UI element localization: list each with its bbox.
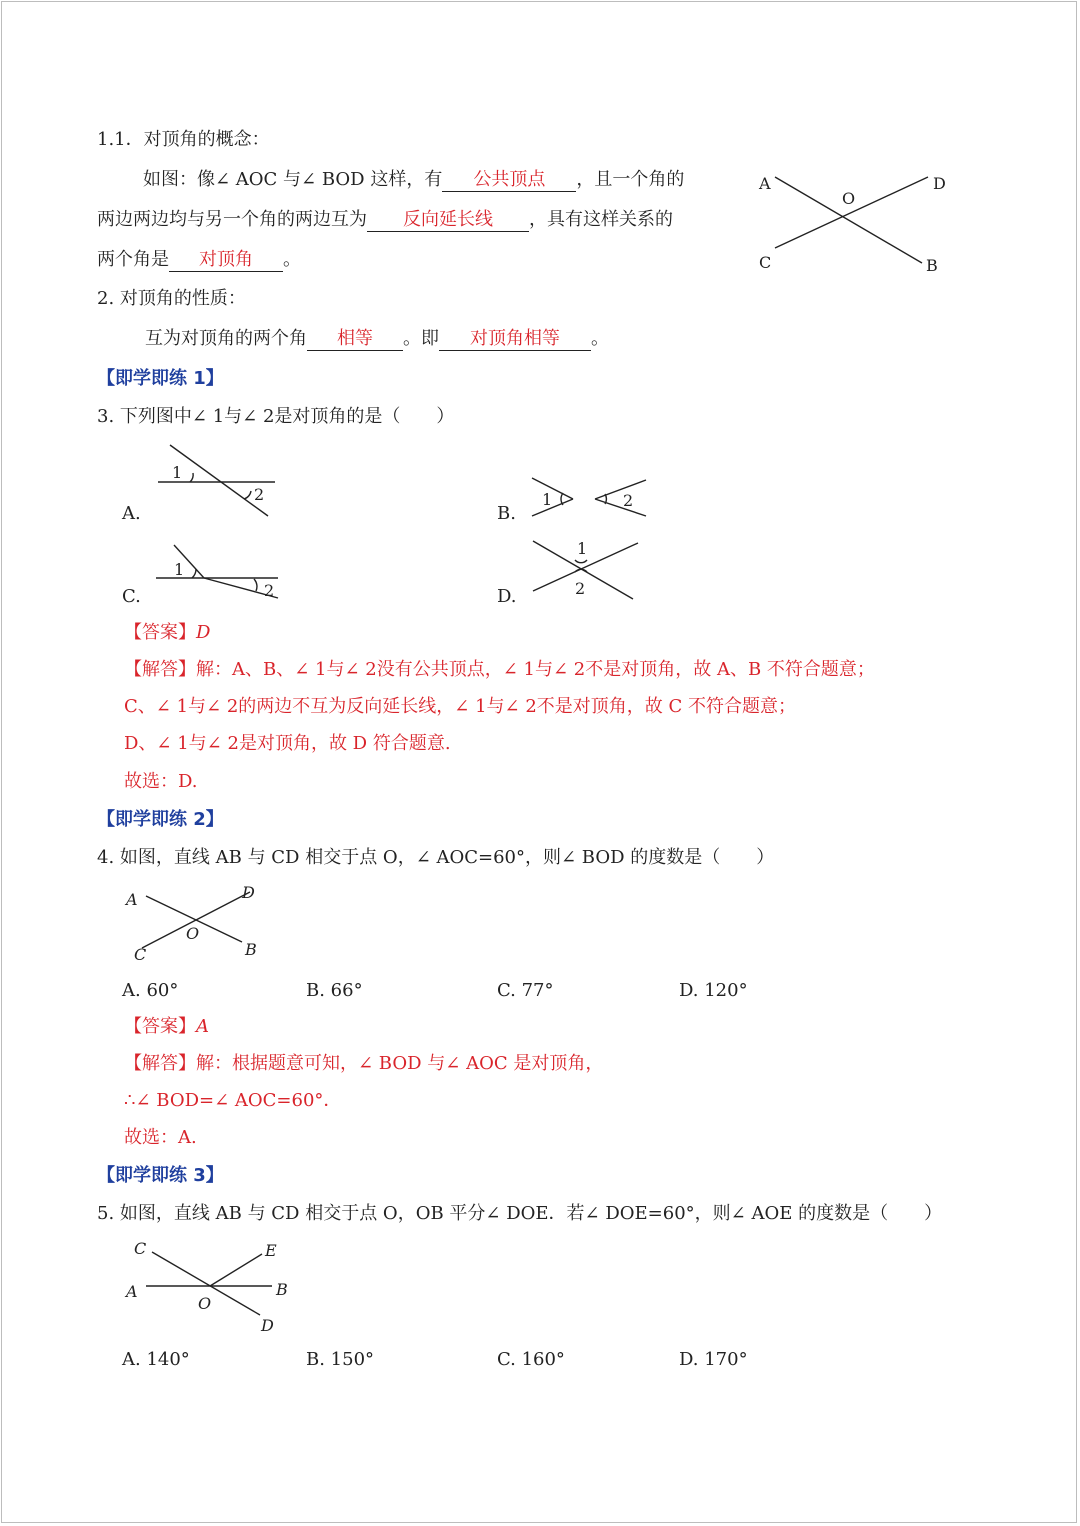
option-c-label: C.	[122, 586, 141, 607]
explain-text-1: 解：A、B、∠ 1与∠ 2没有公共顶点，∠ 1与∠ 2不是对顶角，故 A、B 不符合题意；	[196, 659, 875, 680]
exercise-3-tag: 【即学即练 3】	[97, 1165, 224, 1186]
answer-blank-equal: 相等	[307, 328, 403, 351]
exercise-3-option-c: C. 160°	[497, 1349, 565, 1370]
answer-blank-vertical-equal: 对顶角相等	[439, 328, 591, 351]
exercise-2-explain-1	[124, 1052, 603, 1076]
fig-c-angle-1: 1	[174, 560, 185, 579]
property-post: 。	[591, 328, 609, 349]
concept-heading: 1.1．对顶角的概念：	[97, 129, 270, 150]
label-a: A	[126, 1282, 138, 1301]
label-d: D	[242, 883, 255, 902]
exercise-2-tag: 【即学即练 2】	[97, 809, 224, 830]
exercise-3-option-b: B. 150°	[306, 1349, 375, 1370]
answer-blank-reverse-extension: 反向延长线	[367, 209, 529, 232]
label-c: C	[134, 1239, 147, 1258]
option-c-figure	[150, 540, 290, 610]
label-c: C	[134, 945, 147, 964]
fig-a-angle-2: 2	[254, 485, 265, 504]
fig-d-angle-1: 1	[577, 539, 588, 558]
exercise-1-answer	[124, 621, 210, 645]
concept-line-2	[97, 208, 673, 232]
fig-a-angle-1: 1	[172, 463, 183, 482]
exercise-1-question: 3. 下列图中∠ 1与∠ 2是对顶角的是（ ）	[97, 406, 455, 427]
answer-value: D	[196, 622, 211, 643]
property-line	[145, 327, 609, 351]
property-heading: 2. 对顶角的性质：	[97, 288, 246, 309]
exercise-2-question: 4. 如图，直线 AB 与 CD 相交于点 O，∠ AOC=60°，则∠ BOD 的度数是（ ）	[97, 847, 775, 868]
label-d: D	[933, 174, 946, 193]
concept-figure	[750, 165, 960, 280]
label-a: A	[126, 890, 138, 909]
ray-oe	[210, 1254, 262, 1286]
explain-label: 【解答】	[124, 659, 196, 680]
concept-line-3	[97, 248, 301, 272]
concept-line2-pre: 两边两边均与另一个角的两边互为	[97, 209, 367, 230]
concept-line-1	[143, 168, 684, 192]
label-b: B	[276, 1280, 288, 1299]
exercise-2-option-b: B. 66°	[306, 980, 363, 1001]
label-b: B	[245, 940, 257, 959]
exercise-2-answer	[124, 1015, 209, 1039]
option-a-figure	[150, 440, 290, 520]
answer-blank-common-vertex: 公共顶点	[442, 169, 576, 192]
exercise-1-explain-2: C、∠ 1与∠ 2的两边不互为反向延长线，∠ 1与∠ 2不是对顶角，故 C 不符合题意；	[124, 696, 797, 717]
answer-label: 【答案】	[124, 1016, 196, 1037]
option-b-label: B.	[497, 503, 516, 524]
label-o: O	[198, 1294, 212, 1313]
exercise-1-tag: 【即学即练 1】	[97, 368, 224, 389]
label-a: A	[759, 174, 771, 193]
label-d: D	[261, 1316, 274, 1335]
option-b-figure	[525, 470, 655, 525]
exercise-1-choose: 故选：D.	[124, 771, 198, 792]
exercise-2-option-d: D. 120°	[679, 980, 748, 1001]
fig-c-angle-2: 2	[264, 581, 275, 600]
label-o: O	[186, 924, 200, 943]
label-o: O	[842, 189, 856, 208]
option-a-label: A.	[122, 503, 141, 524]
exercise-2-choose: 故选：A.	[124, 1127, 197, 1148]
property-mid: 。即	[403, 328, 439, 349]
exercise-2-option-c: C. 77°	[497, 980, 554, 1001]
fig-d-angle-2: 2	[575, 579, 586, 598]
answer-label: 【答案】	[124, 622, 196, 643]
answer-blank-vertical-angles: 对顶角	[169, 249, 283, 272]
label-e: E	[265, 1241, 277, 1260]
answer-value: A	[196, 1016, 209, 1037]
option-d-label: D.	[497, 586, 517, 607]
exercise-2-figure	[122, 880, 272, 965]
concept-line1-pre: 如图：像∠ AOC 与∠ BOD 这样，有	[143, 169, 443, 190]
concept-line2-post: ，具有这样关系的	[529, 209, 673, 230]
explain-label: 【解答】	[124, 1053, 196, 1074]
concept-line1-post: ，且一个角的	[576, 169, 685, 190]
property-pre: 互为对顶角的两个角	[145, 328, 307, 349]
exercise-3-option-d: D. 170°	[679, 1349, 748, 1370]
exercise-1-explain-3: D、∠ 1与∠ 2是对顶角，故 D 符合题意.	[124, 733, 451, 754]
label-b: B	[926, 256, 938, 275]
label-c: C	[759, 253, 772, 272]
option-d-figure	[525, 535, 650, 605]
exercise-3-figure	[122, 1235, 297, 1335]
exercise-1-explain-1	[124, 658, 875, 682]
exercise-3-option-a: A. 140°	[122, 1349, 190, 1370]
exercise-2-option-a: A. 60°	[122, 980, 179, 1001]
fig-b-angle-1: 1	[542, 490, 553, 509]
concept-line3-pre: 两个角是	[97, 249, 169, 270]
line-cd	[775, 177, 928, 248]
fig-b-angle-2: 2	[623, 491, 634, 510]
explain-text-1: 解：根据题意可知，∠ BOD 与∠ AOC 是对顶角，	[196, 1053, 604, 1074]
exercise-3-question: 5. 如图，直线 AB 与 CD 相交于点 O，OB 平分∠ DOE．若∠ DOE=60°，则∠ AOE 的度数是（ ）	[97, 1203, 943, 1224]
exercise-2-explain-2: ∴∠ BOD=∠ AOC=60°．	[124, 1090, 342, 1111]
concept-line3-post: 。	[283, 249, 301, 270]
